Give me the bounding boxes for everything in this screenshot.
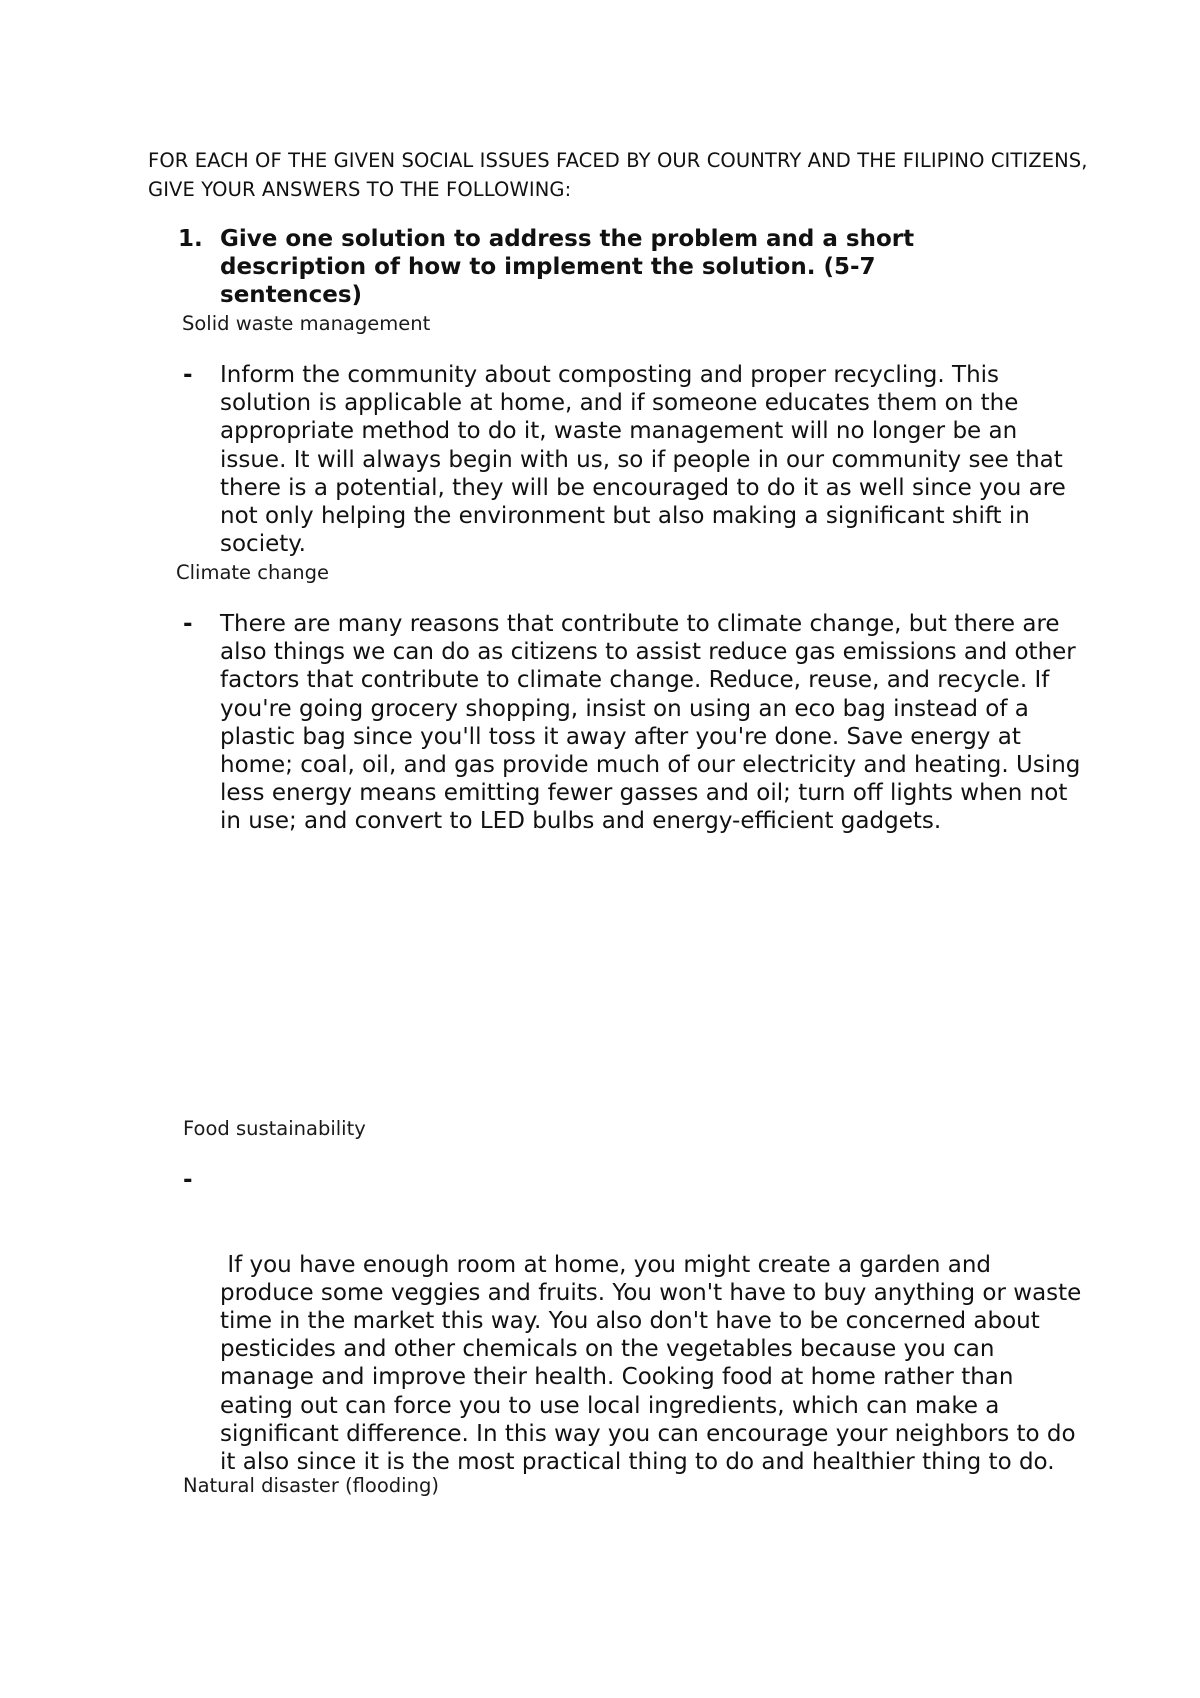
topic-solid-waste-management: Solid waste management <box>182 312 431 335</box>
answer-solid-waste-management <box>183 361 1083 558</box>
topic-food-sustainability: Food sustainability <box>183 1117 366 1140</box>
topic-natural-disaster-flooding: Natural disaster (flooding) <box>183 1474 439 1497</box>
answer-text: If you have enough room at home, you might create a garden and produce some veggies and fruits. You won't have to buy anything or waste time in the market this way. You also don't have to be concerned about pesticides and other chemicals on the vegetables because you can manage and improve their health. Cooking food at home rather than eating out can force you to use local ingredients, which can make a significant difference. In this way you can encourage your neighbors to do it also since it is the most practical thing to do and healthier thing to do. <box>220 1251 1089 1476</box>
answer-text: Inform the community about composting and proper recycling. This solution is applicable at home, and if someone educates them on the appropriate method to do it, waste management will no longer be an issue. It will always begin with us, so if people in our community see that there is a potential, they will be encouraged to do it as well since you are not only helping the environment but also making a significant shift in society. <box>220 362 1066 558</box>
answer-climate-change <box>183 610 1083 836</box>
bullet-dash: - <box>183 362 193 388</box>
question-text: Give one solution to address the problem and a short description of how to implement the solution. (5-7 sentences) <box>220 226 915 308</box>
bullet-dash: - <box>183 611 193 637</box>
bullet-dash: - <box>183 1167 193 1193</box>
topic-climate-change: Climate change <box>176 561 330 584</box>
answer-text: There are many reasons that contribute to climate change, but there are also things we can do as citizens to assist reduce gas emissions and other factors that contribute to climate change. Reduce, reuse, and recycle. If you're going grocery shopping, insist on using an eco bag instead of a plastic bag since you'll toss it away after you're done. Save energy at home; coal, oil, and gas provide much of our electricity and heating. Using less energy means emitting fewer gasses and oil; turn off lights when not in use; and convert to LED bulbs and energy-efficient gadgets. <box>220 611 1081 835</box>
question-1 <box>178 225 978 309</box>
instructions-heading: FOR EACH OF THE GIVEN SOCIAL ISSUES FACED BY OUR COUNTRY AND THE FILIPINO CITIZENS, GIVE YOUR ANSWERS TO THE FOLLOWING: <box>148 149 1088 201</box>
question-number: 1. <box>178 226 203 252</box>
